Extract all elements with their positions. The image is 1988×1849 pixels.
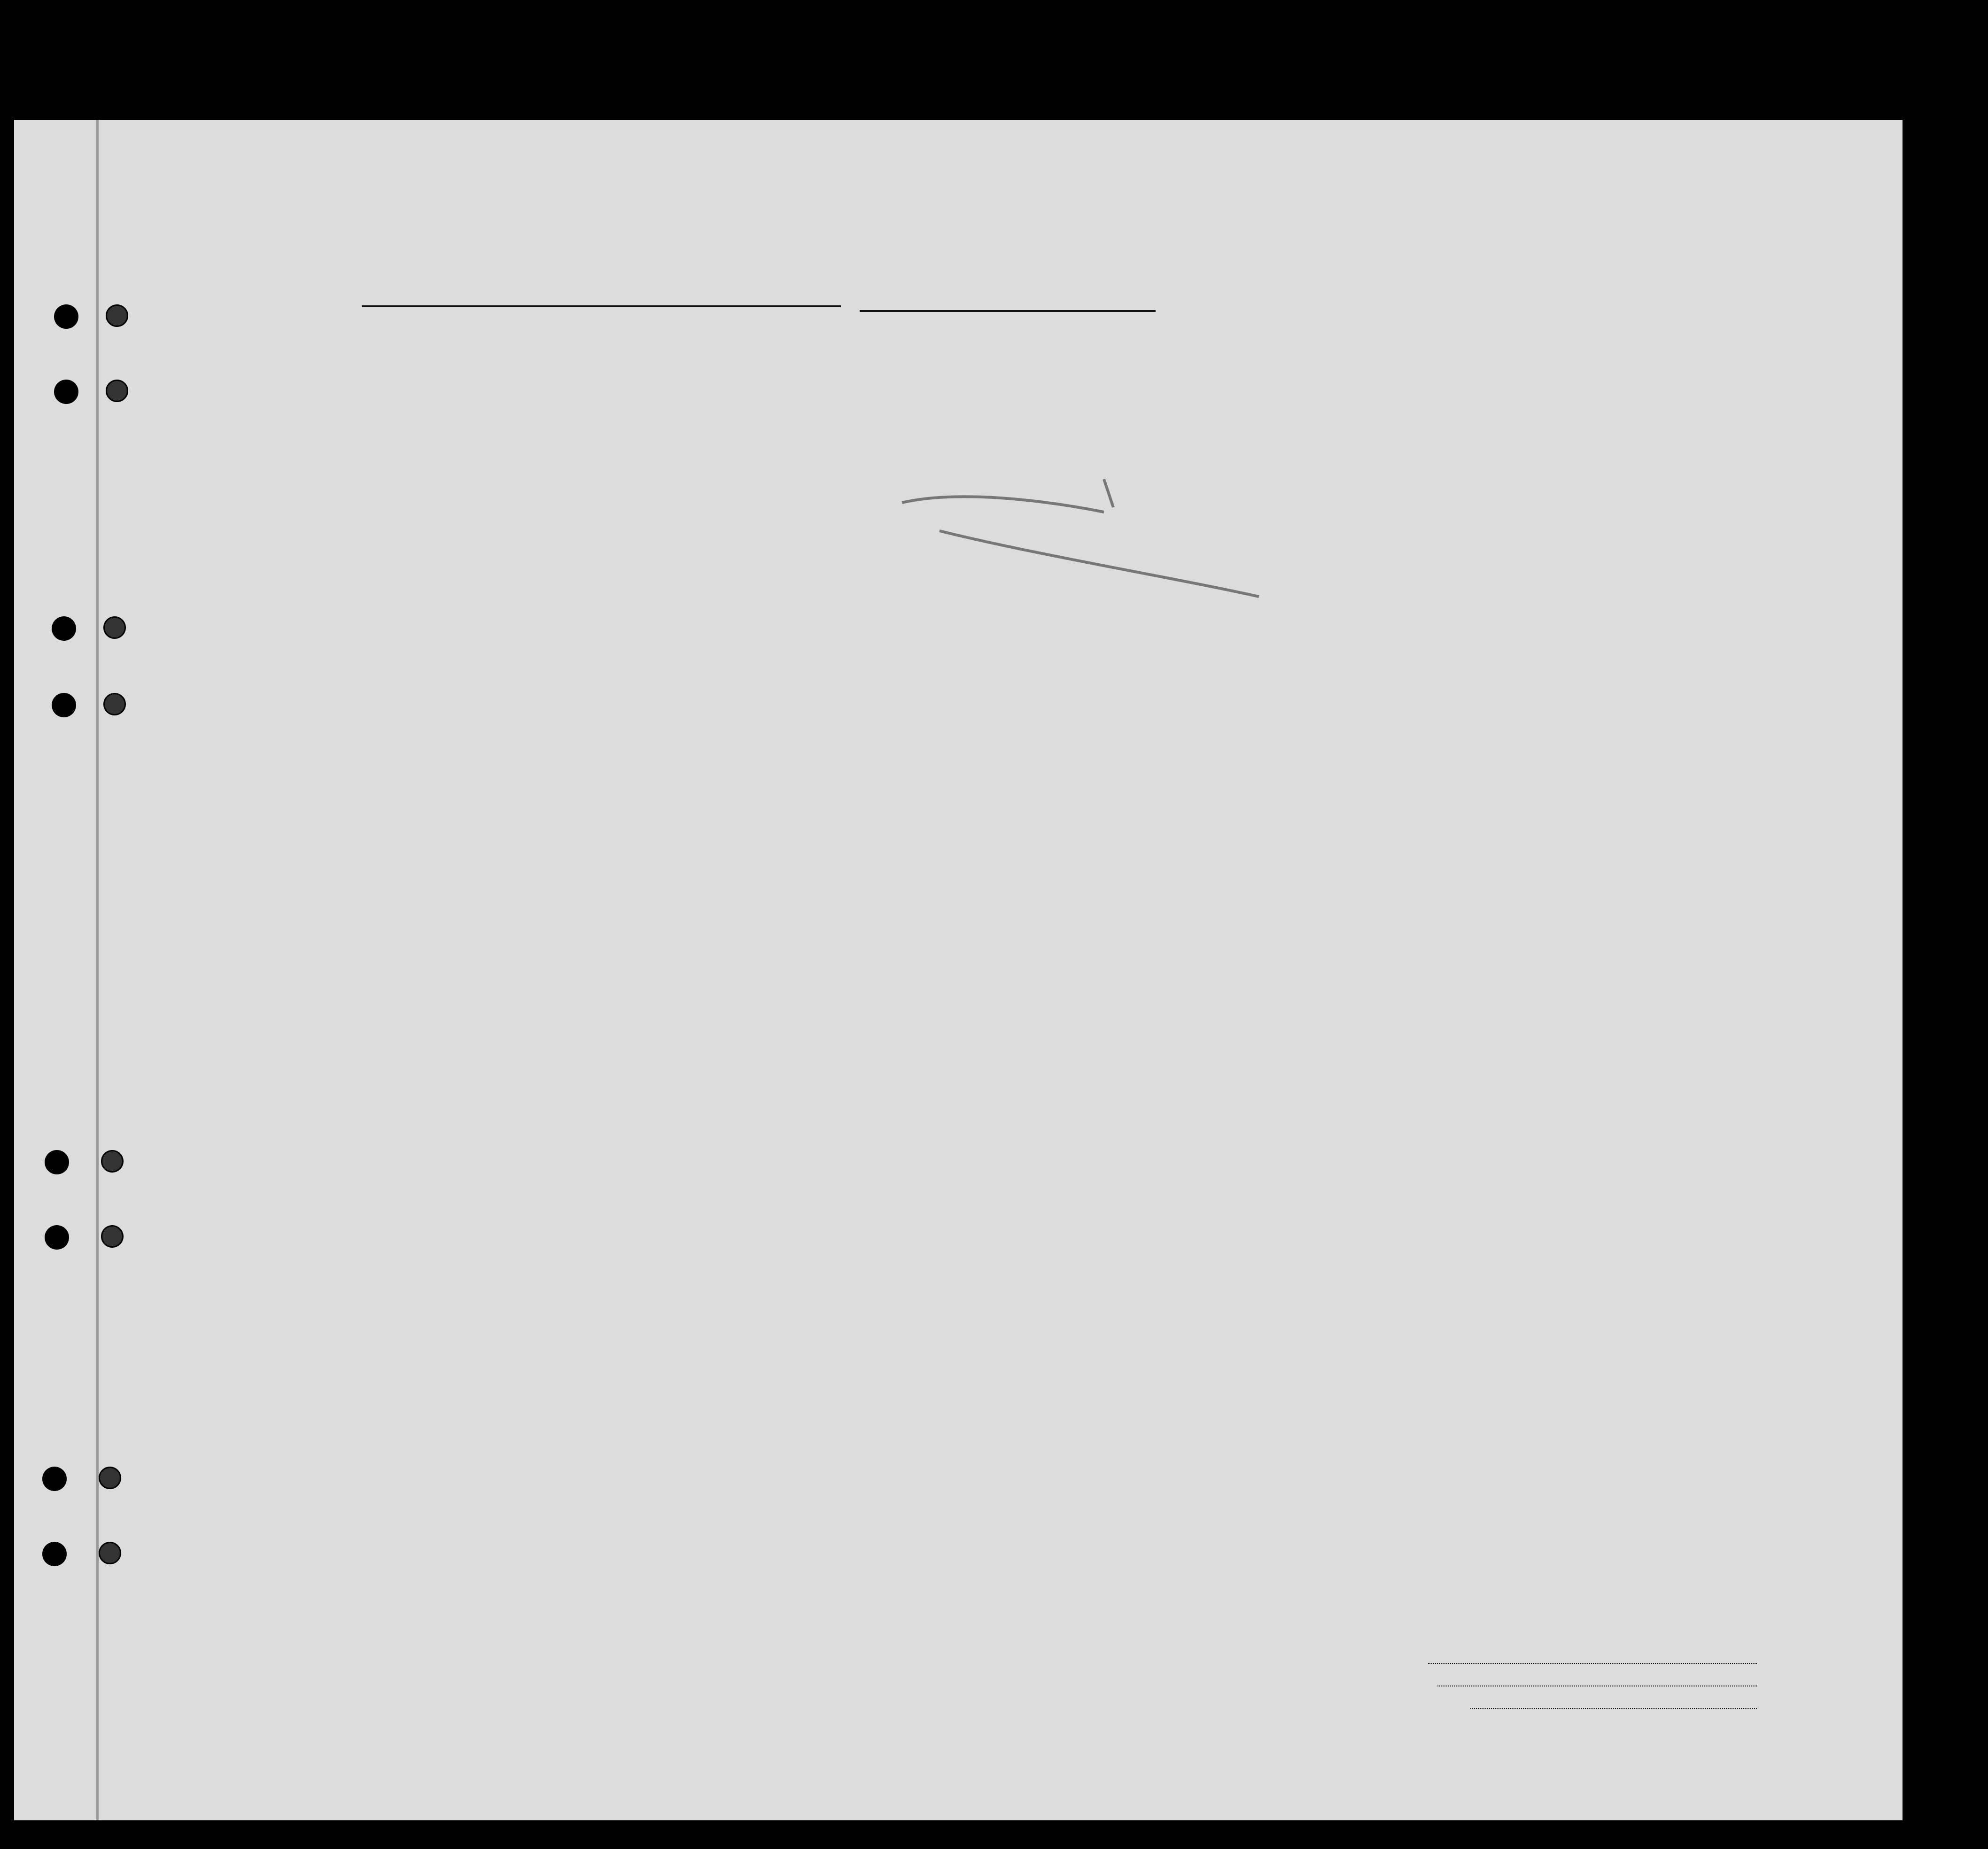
line-field — [1428, 1663, 1757, 1664]
local-agents-field — [1470, 1708, 1757, 1709]
